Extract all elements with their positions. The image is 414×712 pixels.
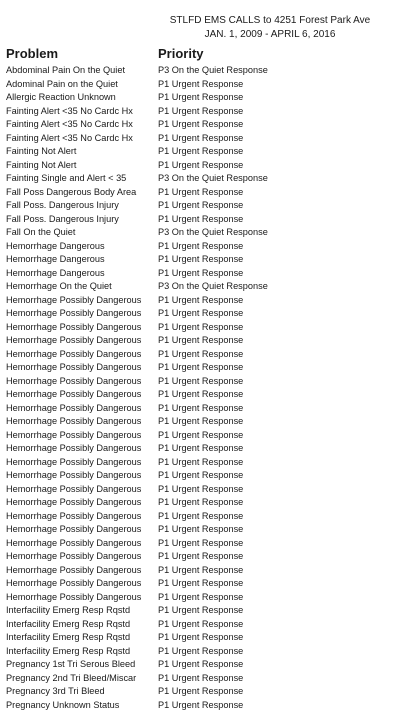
problem-cell: Hemorrhage On the Quiet [6, 280, 112, 294]
priority-cell: P1 Urgent Response [158, 577, 243, 591]
table-row [0, 64, 414, 78]
problem-cell: Hemorrhage Possibly Dangerous [6, 334, 141, 348]
priority-cell: P1 Urgent Response [158, 564, 243, 578]
problem-cell: Hemorrhage Possibly Dangerous [6, 469, 141, 483]
problem-cell: Hemorrhage Possibly Dangerous [6, 388, 141, 402]
problem-cell: Interfacility Emerg Resp Rqstd [6, 604, 130, 618]
priority-cell: P1 Urgent Response [158, 429, 243, 443]
priority-cell: P1 Urgent Response [158, 537, 243, 551]
table-row [0, 550, 414, 564]
priority-cell: P1 Urgent Response [158, 618, 243, 632]
table-row [0, 442, 414, 456]
problem-cell: Hemorrhage Possibly Dangerous [6, 577, 141, 591]
problem-cell: Fainting Not Alert [6, 159, 76, 173]
table-row [0, 483, 414, 497]
problem-cell: Hemorrhage Possibly Dangerous [6, 429, 141, 443]
table-row [0, 631, 414, 645]
problem-cell: Pregnancy 2nd Tri Bleed/Miscar [6, 672, 136, 686]
table-row [0, 564, 414, 578]
problem-cell: Hemorrhage Dangerous [6, 267, 105, 281]
table-row [0, 172, 414, 186]
problem-cell: Fainting Alert <35 No Cardc Hx [6, 105, 133, 119]
priority-cell: P1 Urgent Response [158, 658, 243, 672]
problem-cell: Hemorrhage Dangerous [6, 253, 105, 267]
table-row [0, 199, 414, 213]
problem-cell: Fainting Single and Alert < 35 [6, 172, 126, 186]
table-row [0, 469, 414, 483]
document-header [150, 14, 390, 42]
priority-cell: P1 Urgent Response [158, 307, 243, 321]
priority-cell: P3 On the Quiet Response [158, 172, 268, 186]
problem-cell: Fall Poss. Dangerous Injury [6, 199, 119, 213]
table-row [0, 388, 414, 402]
priority-cell: P1 Urgent Response [158, 321, 243, 335]
calls-table [0, 64, 414, 712]
problem-cell: Fall Poss Dangerous Body Area [6, 186, 136, 200]
table-row [0, 456, 414, 470]
table-row [0, 105, 414, 119]
priority-cell: P3 On the Quiet Response [158, 226, 268, 240]
problem-cell: Hemorrhage Possibly Dangerous [6, 415, 141, 429]
problem-cell: Hemorrhage Possibly Dangerous [6, 496, 141, 510]
table-row [0, 145, 414, 159]
priority-cell: P3 On the Quiet Response [158, 64, 268, 78]
priority-cell: P1 Urgent Response [158, 118, 243, 132]
table-row [0, 510, 414, 524]
problem-cell: Pregnancy Unknown Status [6, 699, 119, 712]
problem-cell: Fainting Alert <35 No Cardc Hx [6, 132, 133, 146]
table-row [0, 415, 414, 429]
problem-cell: Hemorrhage Possibly Dangerous [6, 483, 141, 497]
priority-cell: P1 Urgent Response [158, 159, 243, 173]
table-row [0, 294, 414, 308]
table-row [0, 159, 414, 173]
table-row [0, 523, 414, 537]
problem-cell: Pregnancy 3rd Tri Bleed [6, 685, 105, 699]
problem-cell: Fainting Alert <35 No Cardc Hx [6, 118, 133, 132]
problem-cell: Interfacility Emerg Resp Rqstd [6, 618, 130, 632]
priority-cell: P1 Urgent Response [158, 672, 243, 686]
priority-cell: P1 Urgent Response [158, 199, 243, 213]
column-header-priority: Priority [158, 46, 204, 62]
table-row [0, 577, 414, 591]
table-row [0, 604, 414, 618]
table-row [0, 280, 414, 294]
table-row [0, 402, 414, 416]
priority-cell: P1 Urgent Response [158, 699, 243, 712]
table-row [0, 591, 414, 605]
priority-cell: P1 Urgent Response [158, 469, 243, 483]
priority-cell: P1 Urgent Response [158, 510, 243, 524]
table-row [0, 240, 414, 254]
table-row [0, 348, 414, 362]
problem-cell: Fall Poss. Dangerous Injury [6, 213, 119, 227]
problem-cell: Hemorrhage Possibly Dangerous [6, 307, 141, 321]
priority-cell: P1 Urgent Response [158, 145, 243, 159]
problem-cell: Hemorrhage Possibly Dangerous [6, 537, 141, 551]
table-row [0, 672, 414, 686]
problem-cell: Hemorrhage Possibly Dangerous [6, 294, 141, 308]
table-row [0, 375, 414, 389]
table-row [0, 685, 414, 699]
priority-cell: P1 Urgent Response [158, 456, 243, 470]
problem-cell: Hemorrhage Possibly Dangerous [6, 402, 141, 416]
table-row [0, 91, 414, 105]
priority-cell: P1 Urgent Response [158, 105, 243, 119]
column-header-problem: Problem [6, 46, 58, 62]
priority-cell: P1 Urgent Response [158, 348, 243, 362]
priority-cell: P1 Urgent Response [158, 361, 243, 375]
table-row [0, 429, 414, 443]
priority-cell: P1 Urgent Response [158, 253, 243, 267]
priority-cell: P1 Urgent Response [158, 685, 243, 699]
table-row [0, 118, 414, 132]
table-row [0, 537, 414, 551]
priority-cell: P1 Urgent Response [158, 388, 243, 402]
problem-cell: Interfacility Emerg Resp Rqstd [6, 645, 130, 659]
table-row [0, 253, 414, 267]
problem-cell: Fall On the Quiet [6, 226, 75, 240]
problem-cell: Hemorrhage Possibly Dangerous [6, 348, 141, 362]
priority-cell: P1 Urgent Response [158, 402, 243, 416]
problem-cell: Adominal Pain on the Quiet [6, 78, 118, 92]
table-row [0, 78, 414, 92]
table-row [0, 321, 414, 335]
problem-cell: Hemorrhage Possibly Dangerous [6, 564, 141, 578]
priority-cell: P3 On the Quiet Response [158, 280, 268, 294]
priority-cell: P1 Urgent Response [158, 240, 243, 254]
priority-cell: P1 Urgent Response [158, 375, 243, 389]
priority-cell: P1 Urgent Response [158, 483, 243, 497]
table-row [0, 496, 414, 510]
priority-cell: P1 Urgent Response [158, 415, 243, 429]
table-row [0, 645, 414, 659]
problem-cell: Hemorrhage Possibly Dangerous [6, 550, 141, 564]
table-row [0, 267, 414, 281]
problem-cell: Fainting Not Alert [6, 145, 76, 159]
problem-cell: Hemorrhage Possibly Dangerous [6, 523, 141, 537]
header-title: STLFD EMS CALLS to 4251 Forest Park Ave [150, 14, 390, 28]
priority-cell: P1 Urgent Response [158, 78, 243, 92]
priority-cell: P1 Urgent Response [158, 334, 243, 348]
priority-cell: P1 Urgent Response [158, 442, 243, 456]
problem-cell: Hemorrhage Possibly Dangerous [6, 321, 141, 335]
table-row [0, 186, 414, 200]
table-row [0, 307, 414, 321]
table-row [0, 699, 414, 712]
problem-cell: Hemorrhage Possibly Dangerous [6, 510, 141, 524]
problem-cell: Hemorrhage Possibly Dangerous [6, 456, 141, 470]
priority-cell: P1 Urgent Response [158, 645, 243, 659]
table-row [0, 618, 414, 632]
problem-cell: Hemorrhage Possibly Dangerous [6, 591, 141, 605]
priority-cell: P1 Urgent Response [158, 604, 243, 618]
table-row [0, 334, 414, 348]
priority-cell: P1 Urgent Response [158, 267, 243, 281]
problem-cell: Hemorrhage Possibly Dangerous [6, 375, 141, 389]
table-row [0, 361, 414, 375]
problem-cell: Interfacility Emerg Resp Rqstd [6, 631, 130, 645]
header-date-range: JAN. 1, 2009 - APRIL 6, 2016 [150, 28, 390, 42]
problem-cell: Hemorrhage Possibly Dangerous [6, 361, 141, 375]
priority-cell: P1 Urgent Response [158, 591, 243, 605]
problem-cell: Allergic Reaction Unknown [6, 91, 116, 105]
table-row [0, 132, 414, 146]
priority-cell: P1 Urgent Response [158, 186, 243, 200]
priority-cell: P1 Urgent Response [158, 294, 243, 308]
priority-cell: P1 Urgent Response [158, 523, 243, 537]
table-row [0, 213, 414, 227]
priority-cell: P1 Urgent Response [158, 91, 243, 105]
table-row [0, 226, 414, 240]
problem-cell: Hemorrhage Dangerous [6, 240, 105, 254]
priority-cell: P1 Urgent Response [158, 631, 243, 645]
priority-cell: P1 Urgent Response [158, 132, 243, 146]
problem-cell: Hemorrhage Possibly Dangerous [6, 442, 141, 456]
priority-cell: P1 Urgent Response [158, 550, 243, 564]
table-row [0, 658, 414, 672]
priority-cell: P1 Urgent Response [158, 213, 243, 227]
problem-cell: Pregnancy 1st Tri Serous Bleed [6, 658, 135, 672]
priority-cell: P1 Urgent Response [158, 496, 243, 510]
problem-cell: Abdominal Pain On the Quiet [6, 64, 125, 78]
